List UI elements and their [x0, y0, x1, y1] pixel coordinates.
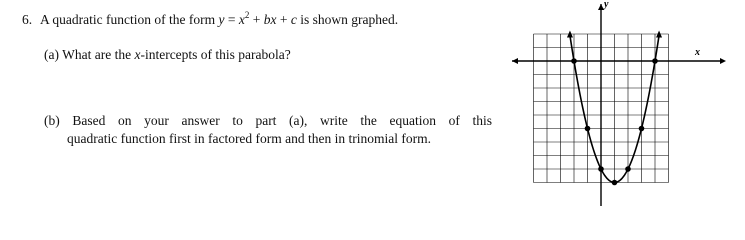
eq-plus-2: + — [276, 12, 291, 27]
plotted-point — [571, 58, 577, 64]
plotted-point — [625, 166, 631, 172]
x-axis-arrow — [720, 58, 726, 64]
eq-y: y — [218, 12, 225, 27]
eq-c: c — [290, 12, 297, 27]
eq-bx: bx — [263, 12, 277, 27]
plotted-point — [585, 126, 591, 132]
eq-x: x — [238, 12, 245, 27]
question-number: 6. — [22, 12, 33, 27]
plotted-point — [612, 180, 618, 186]
part-a-question — [44, 47, 291, 63]
stem-equation — [218, 12, 300, 27]
part-a-label: (a) — [44, 47, 59, 62]
part-b-line-1: (b) Based on your answer to part (a), write the equation of this — [44, 113, 492, 128]
eq-equals: = — [224, 12, 239, 27]
question-stem — [40, 12, 398, 28]
eq-exponent: 2 — [244, 10, 250, 20]
plotted-point — [639, 126, 645, 132]
stem-suffix: is shown graphed. — [300, 12, 399, 27]
part-a-text-before: What are the — [58, 47, 135, 62]
x-axis-label: x — [695, 47, 700, 58]
eq-plus-1: + — [249, 12, 264, 27]
part-b-line-2: quadratic function first in factored form and then in trinomial form. — [67, 131, 432, 146]
stem-prefix: A quadratic function of the form — [40, 12, 216, 27]
plotted-point — [598, 166, 604, 172]
part-a-text-after: -intercepts of this parabola? — [140, 47, 291, 62]
y-axis-label: y — [604, 0, 609, 10]
plotted-point — [652, 58, 658, 64]
part-a-var: x — [134, 47, 141, 62]
parabola-graph — [508, 0, 728, 208]
x-axis-arrow-left — [512, 58, 518, 64]
